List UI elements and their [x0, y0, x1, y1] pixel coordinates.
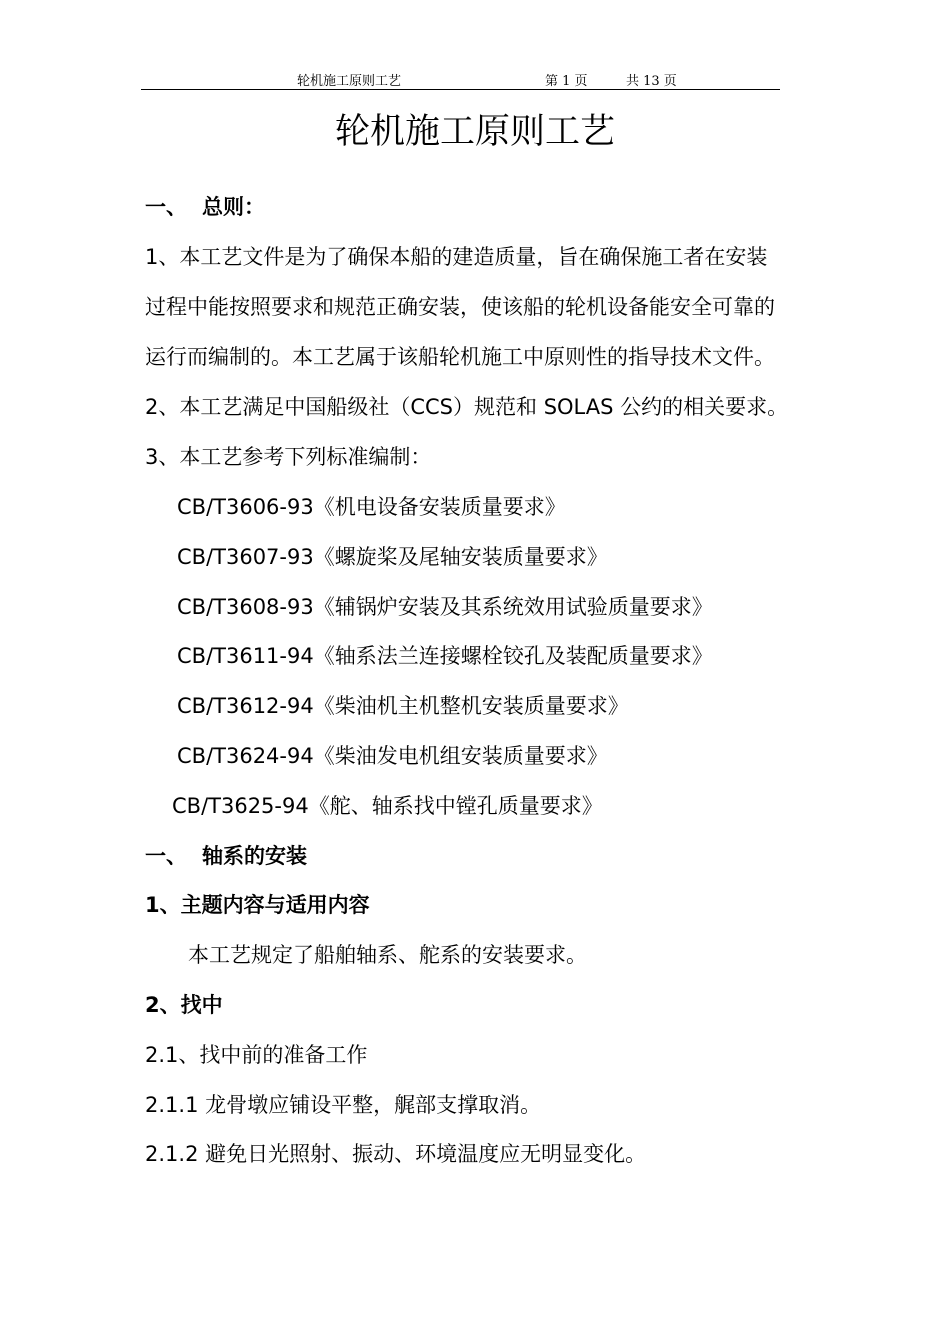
- paragraph-line: 2.1.1 龙骨墩应铺设平整，艉部支撑取消。: [145, 1093, 542, 1117]
- standard-item: CB/T3611-94《轴系法兰连接螺栓铰孔及装配质量要求》: [177, 644, 713, 668]
- paragraph-line: 2.1.2 避免日光照射、振动、环境温度应无明显变化。: [145, 1142, 647, 1166]
- section-heading-shafting: [145, 841, 307, 871]
- standard-item: CB/T3608-93《辅锅炉安装及其系统效用试验质量要求》: [177, 595, 713, 619]
- subsection-heading: 1、主题内容与适用内容: [145, 893, 370, 917]
- standard-item: CB/T3612-94《柴油机主机整机安装质量要求》: [177, 694, 629, 718]
- standard-item: CB/T3624-94《柴油发电机组安装质量要求》: [177, 744, 608, 768]
- section-number: 一、: [145, 195, 187, 219]
- header-page-number: 第 1 页: [545, 74, 588, 89]
- section-number: 一、: [145, 844, 187, 868]
- standard-item: CB/T3625-94《舵、轴系找中镗孔质量要求》: [172, 794, 603, 818]
- paragraph-line: 运行而编制的。本工艺属于该船轮机施工中原则性的指导技术文件。: [145, 345, 775, 369]
- paragraph-line: 本工艺规定了船舶轴系、舵系的安装要求。: [188, 943, 587, 967]
- section-heading-general: [145, 192, 265, 222]
- paragraph-line: 3、本工艺参考下列标准编制：: [145, 445, 432, 469]
- subsection-heading: 2、找中: [145, 993, 223, 1017]
- paragraph-line: 过程中能按照要求和规范正确安装，使该船的轮机设备能安全可靠的: [145, 295, 775, 319]
- standard-item: CB/T3606-93《机电设备安装质量要求》: [177, 495, 566, 519]
- header-doc-name: 轮机施工原则工艺: [297, 74, 402, 89]
- paragraph-line: 2、本工艺满足中国船级社（CCS）规范和 SOLAS 公约的相关要求。: [145, 395, 789, 419]
- standard-item: CB/T3607-93《螺旋桨及尾轴安装质量要求》: [177, 545, 608, 569]
- section-heading-text: 总则：: [202, 195, 265, 219]
- header-total-pages: 共 13 页: [626, 74, 677, 89]
- document-title: 轮机施工原则工艺: [334, 112, 615, 152]
- section-heading-text: 轴系的安装: [202, 844, 307, 868]
- paragraph-line: 1、本工艺文件是为了确保本船的建造质量，旨在确保施工者在安装: [145, 245, 768, 269]
- paragraph-line: 2.1、找中前的准备工作: [145, 1043, 368, 1067]
- page-header: [141, 70, 780, 90]
